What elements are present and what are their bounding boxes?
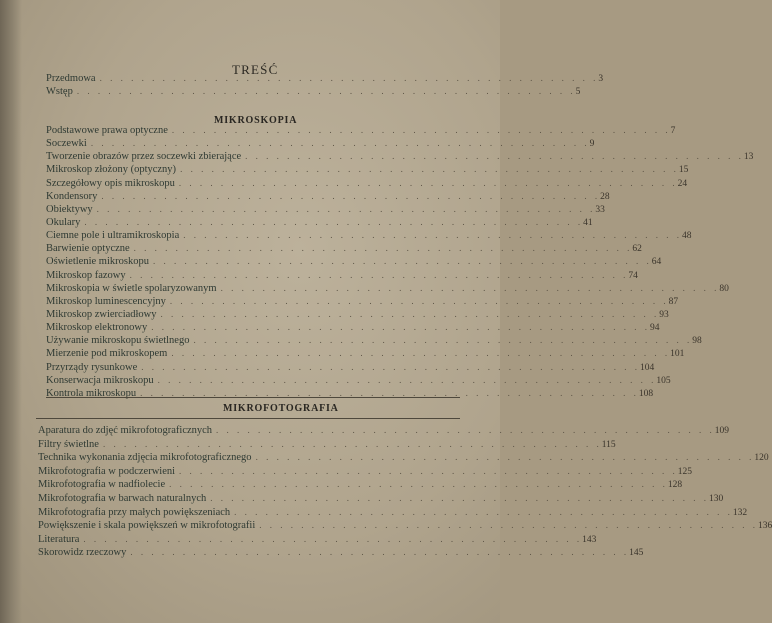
toc-entry xyxy=(46,190,610,203)
toc-entry-page: 41 xyxy=(583,217,593,228)
toc-leader-dots: . . . . . . . . . . . . . . . . . . . . . . . . . . . . . . . . . . . . . . . . . . . . . . . . xyxy=(99,73,599,83)
toc-leader-dots: . . . . . . . . . . . . . . . . . . . . . . . . . . . . . . . . . . . . . . . . . . . . . . . . xyxy=(102,438,602,449)
toc-leader-dots: . . . . . . . . . . . . . . . . . . . . . . . . . . . . . . . . . . . . . . . . . . . . . . . . xyxy=(152,256,652,267)
toc-entry xyxy=(46,321,660,334)
toc-entry-title: Konserwacja mikroskopu xyxy=(46,374,154,386)
toc-entry-page: 125 xyxy=(677,466,693,477)
toc-entry-title: Aparatura do zdjęć mikrofotograficznych xyxy=(38,425,213,436)
toc-leader-dots: . . . . . . . . . . . . . . . . . . . . . . . . . . . . . . . . . . . . . . . . . . . . . . . . xyxy=(157,374,657,385)
toc-entry xyxy=(46,334,702,347)
toc-entry xyxy=(38,465,693,479)
toc-entry-page: 74 xyxy=(628,270,638,281)
toc-entry-page: 136 xyxy=(757,521,772,532)
toc-entry-page: 120 xyxy=(754,453,769,464)
toc-entry xyxy=(46,295,679,308)
toc-entry-title: Kondensory xyxy=(46,190,98,202)
toc-entry xyxy=(46,374,671,387)
toc-entry-page: 98 xyxy=(692,336,702,347)
toc-entry-page: 94 xyxy=(649,323,660,334)
toc-entry-title: Okulary xyxy=(46,216,81,228)
toc-entry-page: 108 xyxy=(638,388,654,399)
toc-entry-title: Mikroskop luminescencyjny xyxy=(46,295,166,307)
toc-leader-dots: . . . . . . . . . . . . . . . . . . . . . . . . . . . . . . . . . . . . . . . . . . . . . . . . xyxy=(220,282,720,293)
toc-entry-title: Ciemne pole i ultramikroskopia xyxy=(46,230,180,242)
toc-entry-page: 7 xyxy=(670,126,676,136)
toc-entry xyxy=(46,242,642,255)
toc-leader-dots: . . . . . . . . . . . . . . . . . . . . . . . . . . . . . . . . . . . . . . . . . . . . . . . . xyxy=(234,506,733,517)
toc-entry-page: 143 xyxy=(582,534,597,545)
toc-leader-dots: . . . . . . . . . . . . . . . . . . . . . . . . . . . . . . . . . . . . . . . . . . . . . . . . xyxy=(180,164,679,175)
toc-entry-title: Przyrządy rysunkowe xyxy=(46,361,138,373)
toc-entry xyxy=(38,451,769,465)
toc-entry-title: Soczewki xyxy=(46,138,87,150)
toc-leader-dots: . . . . . . . . . . . . . . . . . . . . . . . . . . . . . . . . . . . . . . . . . . . . . . . . xyxy=(141,361,641,372)
toc-entry-page: 101 xyxy=(670,349,685,360)
toc-entry xyxy=(46,203,605,216)
toc-entry-page: 15 xyxy=(678,165,689,176)
toc-entry-title: Wstęp xyxy=(46,86,73,97)
toc-entry-title: Mikrofotografia w podczerwieni xyxy=(38,465,176,477)
toc-entry-title: Kontrola mikroskopu xyxy=(46,387,137,399)
toc-leader-dots: . . . . . . . . . . . . . . . . . . . . . . . . . . . . . . . . . . . . . . . . . . . . . . . . xyxy=(169,295,669,306)
toc-entry-page: 62 xyxy=(632,244,642,255)
toc-entry-title: Szczegółowy opis mikroskopu xyxy=(46,177,175,189)
toc-entry-page: 28 xyxy=(600,191,610,202)
section-title-mikrofotografia: MIKROFOTOGRAFIA xyxy=(223,403,339,414)
toc-entry xyxy=(46,137,595,150)
toc-entry xyxy=(46,347,685,360)
toc-entry xyxy=(46,124,676,137)
toc-leader-dots: . . . . . . . . . . . . . . . . . . . . . . . . . . . . . . . . . . . . . . . . . . . . . . . . xyxy=(193,335,693,346)
toc-leader-dots: . . . . . . . . . . . . . . . . . . . . . . . . . . . . . . . . . . . . . . . . . . . . . . . . xyxy=(76,86,576,96)
toc-entry-page: 145 xyxy=(629,548,644,559)
toc-leader-dots: . . . . . . . . . . . . . . . . . . . . . . . . . . . . . . . . . . . . . . . . . . . . . . . . xyxy=(151,322,650,333)
toc-entry-title: Obiektywy xyxy=(46,203,93,215)
section-divider xyxy=(46,397,460,398)
toc-entry xyxy=(38,519,772,533)
toc-entry-title: Przedmowa xyxy=(46,73,96,84)
toc-leader-dots: . . . . . . . . . . . . . . . . . . . . . . . . . . . . . . . . . . . . . . . . . . . . . . . . xyxy=(255,452,755,463)
section-title-mikroskopia: MIKROSKOPIA xyxy=(214,115,298,126)
toc-entry-title: Barwienie optyczne xyxy=(46,243,130,255)
toc-leader-dots: . . . . . . . . . . . . . . . . . . . . . . . . . . . . . . . . . . . . . . . . . . . . . . . . xyxy=(130,547,630,558)
toc-entry-page: 104 xyxy=(640,362,655,373)
toc-entry xyxy=(46,255,662,268)
toc-entry xyxy=(38,438,616,452)
page-binding-edge xyxy=(0,0,22,623)
toc-leader-dots: . . . . . . . . . . . . . . . . . . . . . . . . . . . . . . . . . . . . . . . . . . . . . . . . xyxy=(83,533,583,544)
toc-entry xyxy=(38,478,683,492)
toc-entry-title: Mikrofotografia przy małych powiększeniach xyxy=(38,506,231,518)
toc-entry-title: Mikrofotografia w barwach naturalnych xyxy=(38,492,207,504)
toc-entry-page: 5 xyxy=(575,87,581,97)
toc-leader-dots: . . . . . . . . . . . . . . . . . . . . . . . . . . . . . . . . . . . . . . . . . . . . . . . . xyxy=(171,348,671,359)
toc-leader-dots: . . . . . . . . . . . . . . . . . . . . . . . . . . . . . . . . . . . . . . . . . . . . . . . . xyxy=(129,269,629,280)
toc-entry-page: 64 xyxy=(651,257,662,268)
toc-entry xyxy=(46,150,754,163)
toc-leader-dots: . . . . . . . . . . . . . . . . . . . . . . . . . . . . . . . . . . . . . . . . . . . . . . . . xyxy=(101,190,601,201)
toc-entry-page: 24 xyxy=(677,178,688,189)
page-title: TREŚĆ xyxy=(232,62,279,77)
section-divider xyxy=(36,418,460,419)
toc-entry-page: 9 xyxy=(589,139,595,150)
toc-leader-dots: . . . . . . . . . . . . . . . . . . . . . . . . . . . . . . . . . . . . . . . . . . . . . . . . xyxy=(216,425,715,435)
toc-entry xyxy=(46,361,655,374)
toc-entry xyxy=(46,269,638,282)
toc-entry-page: 130 xyxy=(708,493,724,504)
toc-leader-dots: . . . . . . . . . . . . . . . . . . . . . . . . . . . . . . . . . . . . . . . . . . . . . . . . xyxy=(169,479,668,490)
toc-leader-dots: . . . . . . . . . . . . . . . . . . . . . . . . . . . . . . . . . . . . . . . . . . . . . . . . xyxy=(84,216,584,227)
toc-leader-dots: . . . . . . . . . . . . . . . . . . . . . . . . . . . . . . . . . . . . . . . . . . . . . . . . xyxy=(183,230,683,241)
toc-leader-dots: . . . . . . . . . . . . . . . . . . . . . . . . . . . . . . . . . . . . . . . . . . . . . . . . xyxy=(140,387,639,398)
toc-entry-title: Filtry świetlne xyxy=(38,438,99,450)
toc-entry-page: 13 xyxy=(743,152,754,163)
toc-entry xyxy=(38,533,597,547)
toc-leader-dots: . . . . . . . . . . . . . . . . . . . . . . . . . . . . . . . . . . . . . . . . . . . . . . . . xyxy=(90,138,590,149)
front-matter-list xyxy=(46,72,604,98)
toc-entry-page: 105 xyxy=(656,375,671,386)
toc-entry-page: 93 xyxy=(659,309,669,320)
toc-entry xyxy=(46,282,729,295)
toc-entry-page: 3 xyxy=(598,74,604,84)
toc-entry xyxy=(46,72,604,85)
toc-entry-page: 87 xyxy=(668,296,679,307)
toc-leader-dots: . . . . . . . . . . . . . . . . . . . . . . . . . . . . . . . . . . . . . . . . . . . . . . . . xyxy=(245,151,744,162)
toc-entry-title: Mikrofotografia w nadfiolecie xyxy=(38,479,166,491)
toc-entry xyxy=(46,163,689,176)
toc-entry-title: Mierzenie pod mikroskopem xyxy=(46,348,168,360)
toc-entry-page: 109 xyxy=(714,426,730,436)
toc-leader-dots: . . . . . . . . . . . . . . . . . . . . . . . . . . . . . . . . . . . . . . . . . . . . . . . . xyxy=(171,125,671,135)
toc-entry xyxy=(46,85,581,98)
toc-entry xyxy=(46,308,669,321)
toc-entry-title: Podstawowe prawa optyczne xyxy=(46,125,168,136)
toc-entry-page: 132 xyxy=(732,507,748,518)
toc-entry-title: Oświetlenie mikroskopu xyxy=(46,256,149,268)
toc-entry-title: Technika wykonania zdjęcia mikrofotograficznego xyxy=(38,452,252,464)
toc-leader-dots: . . . . . . . . . . . . . . . . . . . . . . . . . . . . . . . . . . . . . . . . . . . . . . . . xyxy=(259,520,758,531)
toc-entry xyxy=(46,229,692,242)
toc-entry-title: Mikroskop fazowy xyxy=(46,269,126,281)
toc-entry xyxy=(38,424,730,438)
toc-leader-dots: . . . . . . . . . . . . . . . . . . . . . . . . . . . . . . . . . . . . . . . . . . . . . . . . xyxy=(160,308,660,319)
toc-leader-dots: . . . . . . . . . . . . . . . . . . . . . . . . . . . . . . . . . . . . . . . . . . . . . . . . xyxy=(133,243,633,254)
toc-entry-title: Mikroskop zwierciadłowy xyxy=(46,308,157,320)
toc-entry-title: Literatura xyxy=(38,533,80,545)
toc-leader-dots: . . . . . . . . . . . . . . . . . . . . . . . . . . . . . . . . . . . . . . . . . . . . . . . . xyxy=(96,203,596,214)
section-list-mikroskopia xyxy=(46,124,754,400)
toc-entry xyxy=(38,492,724,506)
toc-entry-title: Mikroskop elektronowy xyxy=(46,322,148,334)
toc-entry-page: 128 xyxy=(667,480,683,491)
toc-entry xyxy=(46,177,688,190)
toc-leader-dots: . . . . . . . . . . . . . . . . . . . . . . . . . . . . . . . . . . . . . . . . . . . . . . . . xyxy=(210,492,709,503)
toc-entry-page: 33 xyxy=(595,204,605,215)
section-list-mikrofotografia xyxy=(38,424,772,560)
toc-leader-dots: . . . . . . . . . . . . . . . . . . . . . . . . . . . . . . . . . . . . . . . . . . . . . . . . xyxy=(178,177,678,188)
toc-entry-title: Tworzenie obrazów przez soczewki zbierające xyxy=(46,151,242,163)
toc-entry xyxy=(38,546,644,560)
toc-entry xyxy=(38,506,748,520)
toc-leader-dots: . . . . . . . . . . . . . . . . . . . . . . . . . . . . . . . . . . . . . . . . . . . . . . . . xyxy=(179,465,678,476)
toc-entry-title: Mikroskopia w świetle spolaryzowanym xyxy=(46,282,217,294)
toc-entry-title: Powiększenie i skala powiększeń w mikrofotografii xyxy=(38,520,256,532)
toc-entry-title: Mikroskop złożony (optyczny) xyxy=(46,164,177,176)
toc-entry-page: 115 xyxy=(601,439,616,450)
toc-entry xyxy=(46,216,593,229)
toc-entry-title: Skorowidz rzeczowy xyxy=(38,547,127,559)
toc-entry-title: Używanie mikroskopu świetlnego xyxy=(46,335,190,347)
toc-entry-page: 48 xyxy=(682,231,692,242)
toc-entry-page: 80 xyxy=(719,283,729,294)
